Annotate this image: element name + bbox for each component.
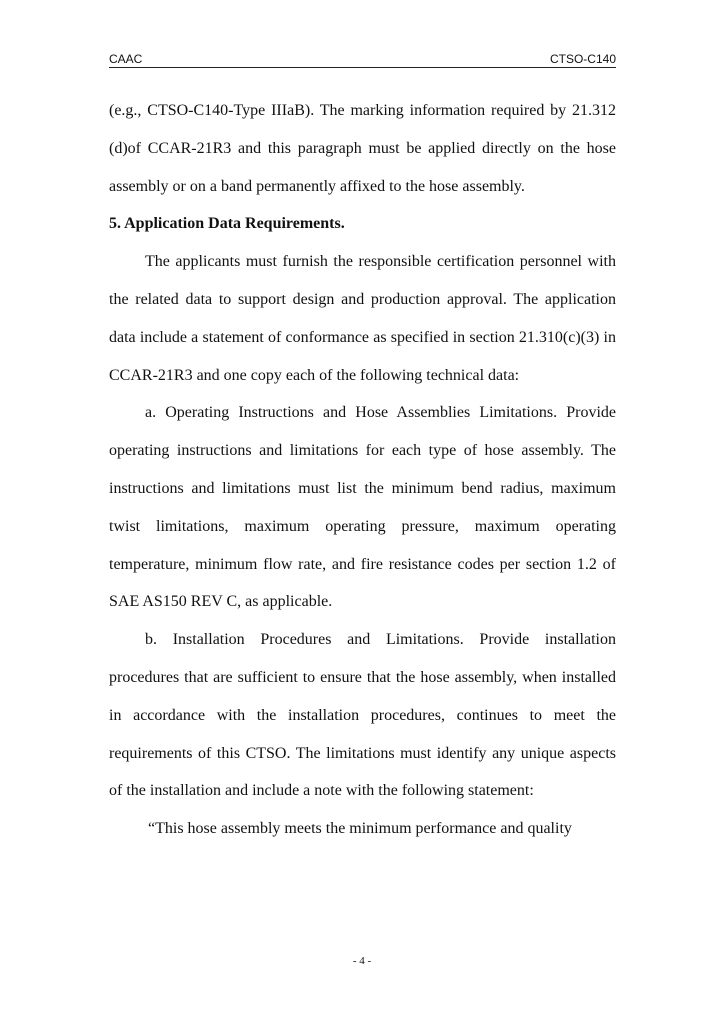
document-body <box>109 92 616 848</box>
paragraph-operating-instructions: a. Operating Instructions and Hose Assemblies Limitations. Provide operating instructions and limitations for each type of hose assembly. The instructions and limitations must list the minimum bend radius, maximum twist limitations, maximum operating pressure, maximum operating temperature, minimum flow rate, and fire resistance codes per section 1.2 of SAE AS150 REV C, as applicable. <box>109 404 616 611</box>
section-heading: 5. Application Data Requirements. <box>109 215 345 233</box>
header-document-id: CTSO-C140 <box>549 52 616 66</box>
paragraph-marking: (e.g., CTSO-C140-Type IIIaB). The marking information required by 21.312 (d)of CCAR-21R3 and this paragraph must be applied directly on the hose assembly or on a band permanently affixed to the hose assembly. <box>109 102 616 195</box>
header-organization: CAAC <box>109 52 143 66</box>
page-header <box>109 52 616 68</box>
paragraph-application-data: The applicants must furnish the responsible certification personnel with the related data to support design and production approval. The application data include a statement of conformance as specified in section 21.310(c)(3) in CCAR-21R3 and one copy each of the following technical data: <box>109 253 616 384</box>
page-number: - 4 - <box>352 955 372 967</box>
paragraph-installation-procedures: b. Installation Procedures and Limitations. Provide installation procedures that are sufficient to ensure that the hose assembly, when installed in accordance with the installation procedures, continues to meet the requirements of this CTSO. The limitations must identify any unique aspects of the installation and include a note with the following statement: <box>109 631 616 800</box>
paragraph-quote: “This hose assembly meets the minimum performance and quality <box>148 820 572 838</box>
header-divider <box>109 67 616 68</box>
